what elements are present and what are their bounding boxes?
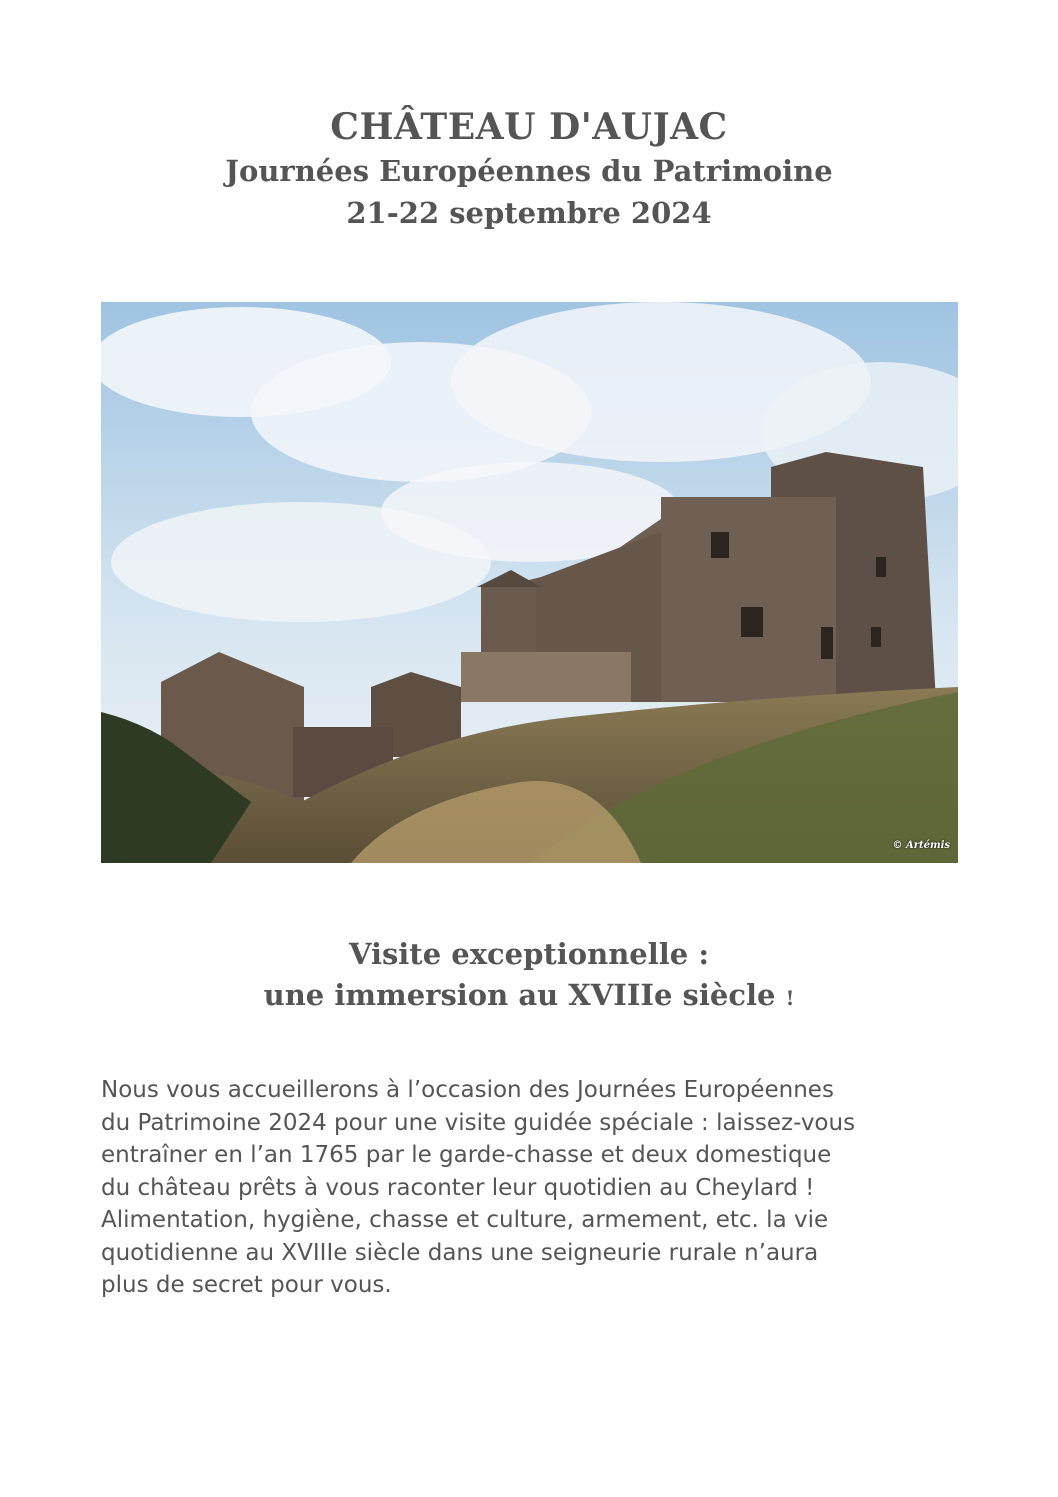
body-line: entraîner en l’an 1765 par le garde-chasse et deux domestique <box>101 1142 832 1168</box>
body-line: quotidienne au XVIIIe siècle dans une seigneurie rurale n’aura <box>101 1239 819 1266</box>
headline-line-1: Visite exceptionnelle : <box>348 937 710 971</box>
body-line: Alimentation, hygiène, chasse et culture, armement, etc. la vie <box>101 1207 829 1233</box>
body-line: plus de secret pour vous. <box>101 1272 392 1298</box>
page-header <box>0 104 1058 234</box>
photo-credit: © Artémis <box>892 840 950 851</box>
headline-exclamation: ! <box>785 986 795 1010</box>
headline-line-2-text: une immersion au XVIIIe siècle <box>263 978 776 1012</box>
event-dates: 21-22 septembre 2024 <box>346 196 712 230</box>
headline-line-2 <box>0 975 1058 1019</box>
page-title: CHÂTEAU D'AUJAC <box>330 106 728 148</box>
body-paragraph <box>101 1074 981 1302</box>
body-line: du château prêts à vous raconter leur quotidien au Cheylard ! <box>101 1174 815 1201</box>
body-line: Nous vous accueillerons à l’occasion des Journées Européennes <box>101 1077 834 1103</box>
headline <box>0 934 1058 1019</box>
castle-illustration <box>101 302 958 863</box>
event-name: Journées Européennes du Patrimoine <box>225 154 833 188</box>
body-line: du Patrimoine 2024 pour une visite guidée spéciale : laissez-vous <box>101 1109 856 1136</box>
castle-photo <box>101 302 958 863</box>
